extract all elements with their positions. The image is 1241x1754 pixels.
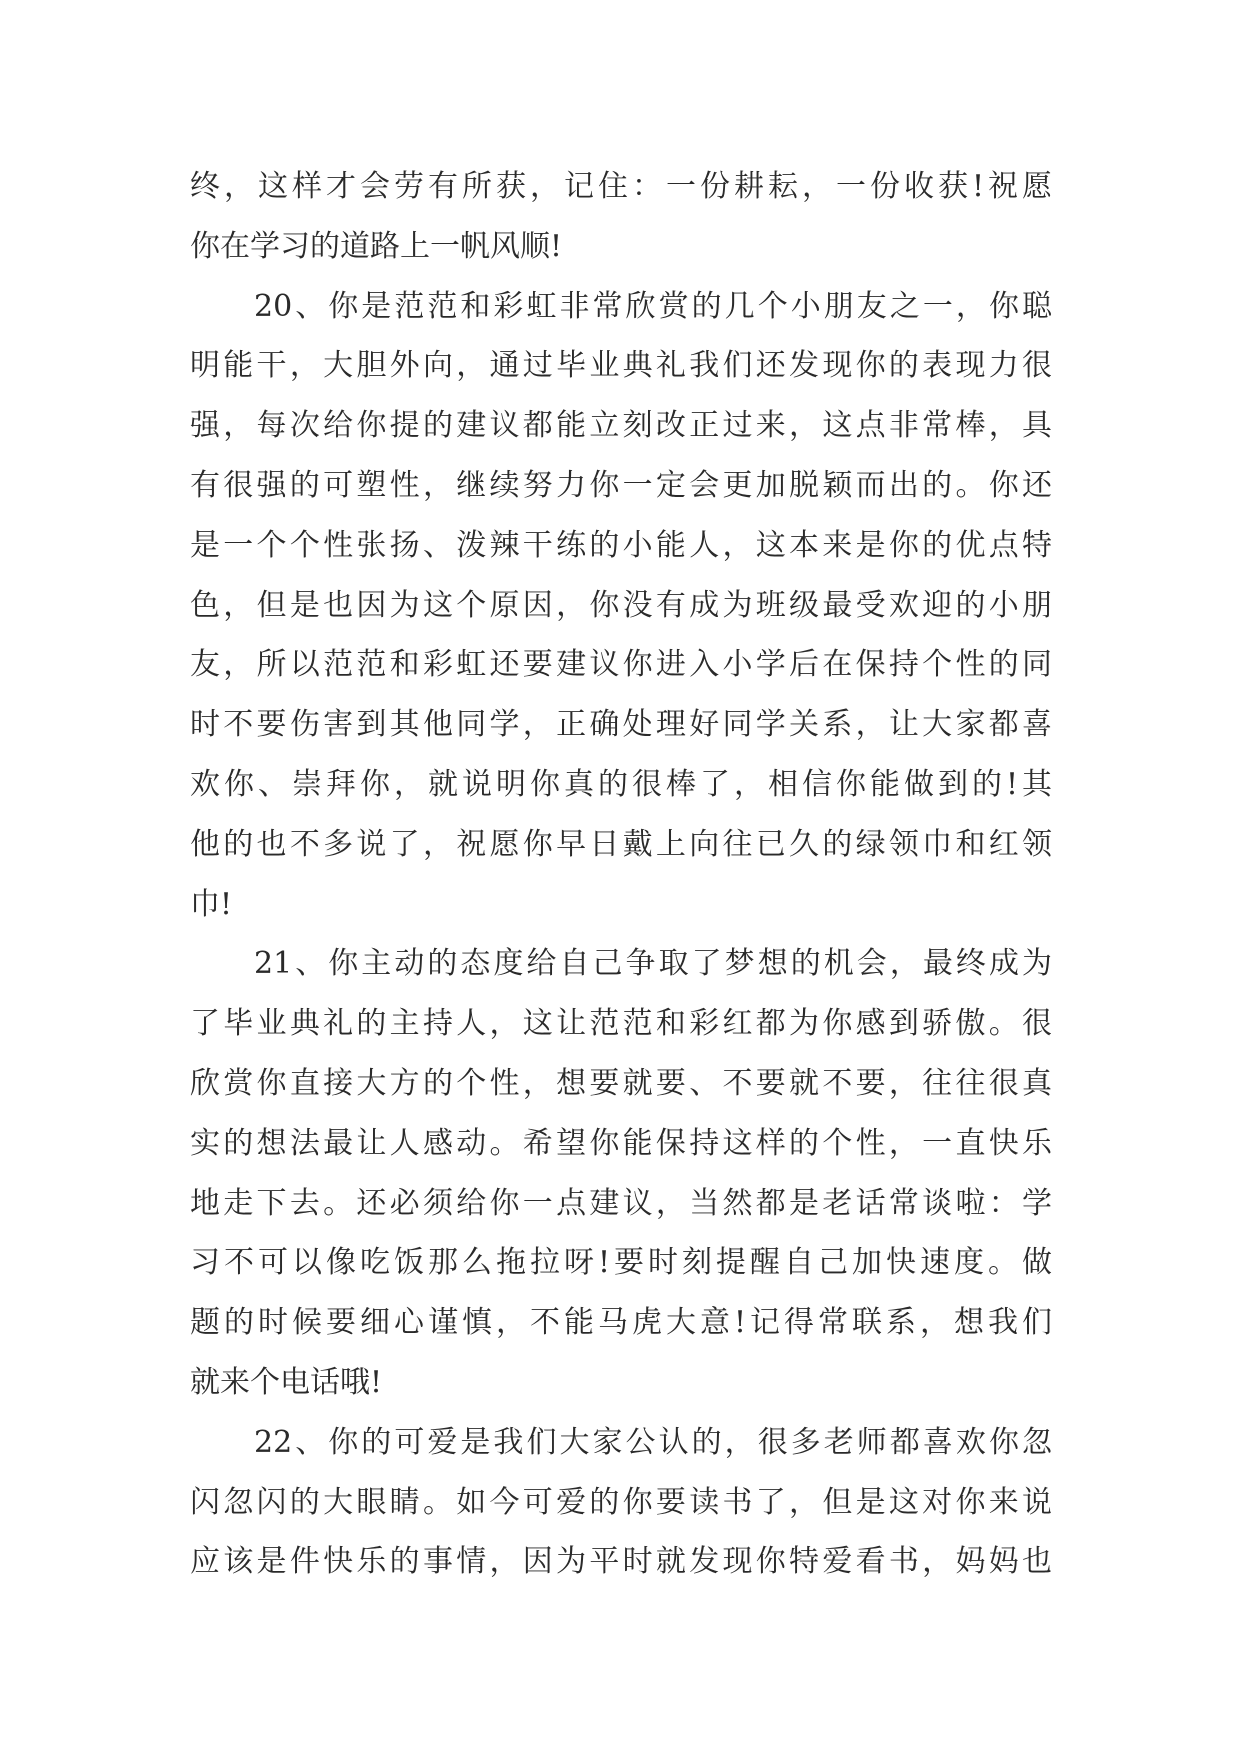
text-line: 应该是件快乐的事情，因为平时就发现你特爱看书，妈妈也 [190, 1544, 1052, 1580]
text-line: 地走下去。还必须给你一点建议，当然都是老话常谈啦：学 [190, 1185, 1052, 1221]
paragraph-21-start: 21、你主动的态度给自己争取了梦想的机会，最终成为 [254, 946, 1052, 982]
text-line: 是一个个性张扬、泼辣干练的小能人，这本来是你的优点特 [190, 527, 1052, 563]
text-line: 明能干，大胆外向，通过毕业典礼我们还发现你的表现力很 [190, 348, 1052, 384]
text-line: 实的想法最让人感动。希望你能保持这样的个性，一直快乐 [190, 1125, 1052, 1161]
text-line: 终，这样才会劳有所获，记住：一份耕耘，一份收获!祝愿 [190, 169, 1052, 204]
text-line: 了毕业典礼的主持人，这让范范和彩红都为你感到骄傲。很 [190, 1006, 1052, 1042]
text-line: 闪忽闪的大眼睛。如今可爱的你要读书了，但是这对你来说 [190, 1484, 1052, 1520]
text-line: 色，但是也因为这个原因，你没有成为班级最受欢迎的小朋 [190, 587, 1052, 623]
text-line: 就来个电话哦! [190, 1364, 383, 1400]
paragraph-20-start: 20、你是范范和彩虹非常欣赏的几个小朋友之一，你聪 [254, 288, 1052, 324]
text-line: 强，每次给你提的建议都能立刻改正过来，这点非常棒，具 [190, 408, 1052, 444]
text-line: 时不要伤害到其他同学，正确处理好同学关系，让大家都喜 [190, 707, 1052, 743]
text-line: 欣赏你直接大方的个性，想要就要、不要就不要，往往很真 [190, 1065, 1052, 1101]
paragraph-22-start: 22、你的可爱是我们大家公认的，很多老师都喜欢你忽 [254, 1424, 1052, 1460]
text-line: 巾! [190, 886, 233, 922]
text-line: 他的也不多说了，祝愿你早日戴上向往已久的绿领巾和红领 [190, 826, 1052, 862]
text-line: 有很强的可塑性，继续努力你一定会更加脱颖而出的。你还 [190, 467, 1052, 503]
text-line: 欢你、崇拜你，就说明你真的很棒了，相信你能做到的!其 [190, 766, 1052, 802]
text-line: 友，所以范范和彩虹还要建议你进入小学后在保持个性的同 [190, 647, 1052, 683]
text-line: 题的时候要细心谨慎，不能马虎大意!记得常联系，想我们 [190, 1305, 1052, 1341]
body-text [190, 157, 1052, 1592]
text-line: 你在学习的道路上一帆风顺! [190, 228, 563, 264]
text-line: 习不可以像吃饭那么拖拉呀!要时刻提醒自己加快速度。做 [190, 1245, 1052, 1281]
